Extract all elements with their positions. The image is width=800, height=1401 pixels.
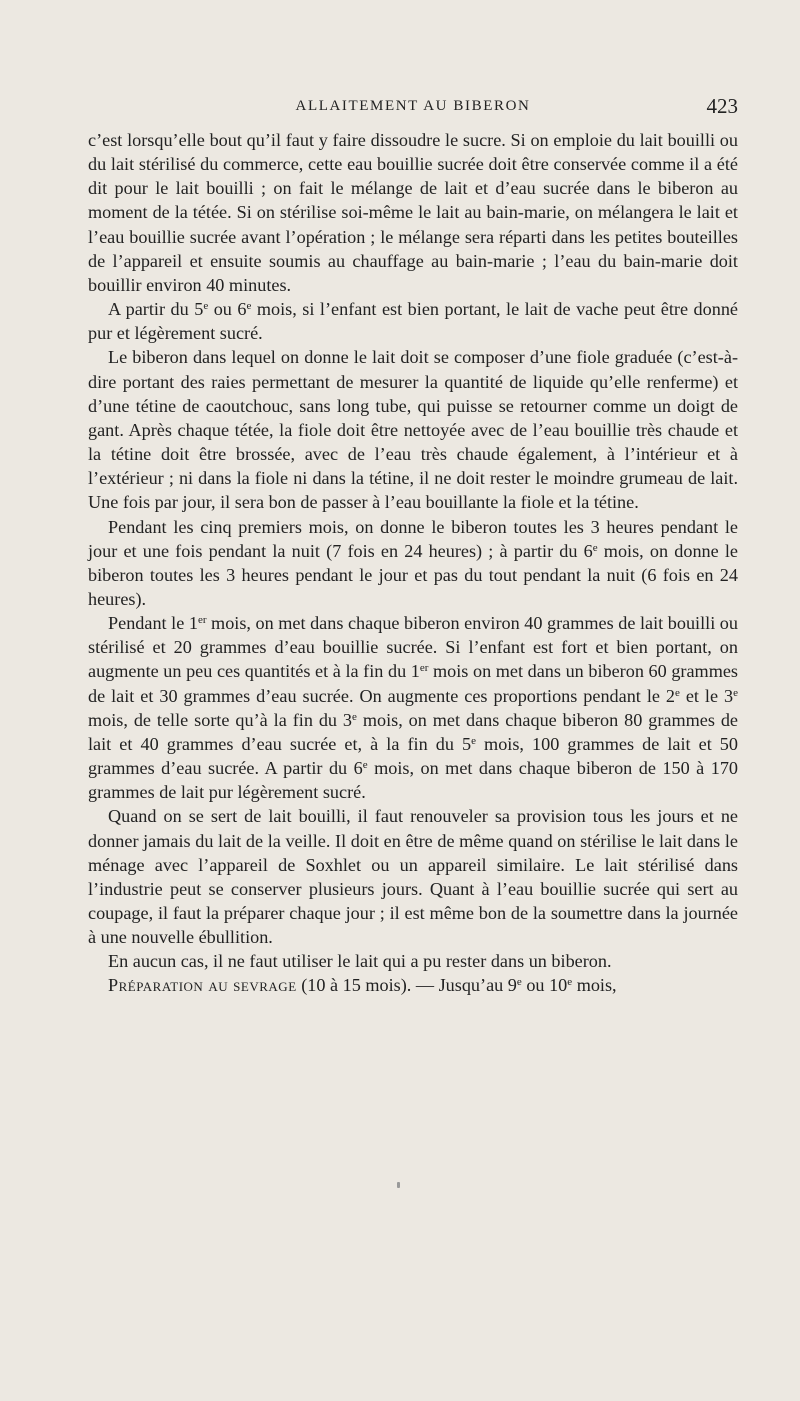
text-run: mois, on donne le biberon toutes les 3 heures pendant le jour et pas du tout pendant la nuit (6 fois en 24 heures). <box>88 540 738 609</box>
text-run: mois, de telle sorte qu’à la fin du 3 <box>88 709 353 730</box>
superscript: e <box>592 541 598 554</box>
paragraph-text: En aucun cas, il ne faut utiliser le lait qui a pu rester dans un biberon. <box>108 951 612 972</box>
text-run: Pendant le 1 <box>108 613 198 634</box>
section-heading: Préparation au sevrage <box>108 975 297 996</box>
paragraph <box>88 515 738 612</box>
superscript: e <box>203 300 209 313</box>
scan-speck <box>397 1182 400 1188</box>
text-run: Pendant les cinq premiers mois, on donne le biberon toutes les 3 heures pendant le jour et une fois pendant la nuit (7 fois en 24 heures) ; à partir du 6 <box>88 516 738 561</box>
running-title: ALLAITEMENT AU BIBERON <box>295 98 531 114</box>
text-run: mois, on met dans chaque biberon environ 40 grammes de lait bouilli ou stérilisé et 20 grammes d’eau bouillie sucrée. Si l’enfant est fort et bien portant, on augmente un peu ces quantités et à la fin du 1 <box>88 613 738 682</box>
text-run: mois, <box>572 975 617 996</box>
page-number: 423 <box>706 94 738 118</box>
superscript: e <box>675 686 680 699</box>
paragraph-text: c’est lorsqu’elle bout qu’il faut y faire dissoudre le sucre. Si on emploie du lait bouilli ou du lait stérilisé du commerce, cette eau bouillie sucrée doit être conservée comme il a été dit pour le lait bouilli ; on fait le mélange de lait et d’eau sucrée dans le biberon au moment de la tétée. Si on stérilise soi-même le lait au bain-marie, on mélangera le lait et l’eau bouillie sucrée avant l’opération ; le mélange sera réparti dans les petites bouteilles de l’appareil et ensuite soumis au chauffage au bain-marie ; l’eau du bain-marie doit bouillir environ 40 minutes. <box>88 130 738 295</box>
superscript: e <box>471 734 476 747</box>
superscript: e <box>352 710 357 723</box>
text-run: mois, on met dans chaque biberon de 150 à 170 grammes de lait pur légèrement sucré. <box>88 758 739 803</box>
superscript: e <box>246 300 252 313</box>
text-run: ou 6 <box>208 299 247 320</box>
paragraph-text: Quand on se sert de lait bouilli, il faut renouveler sa provision tous les jours et ne donner jamais du lait de la veille. Il doit en être de même quand on stérilise le lait dans le ménage avec l’appareil de Soxhlet ou un appareil similaire. Le lait stérilisé dans l’industrie peut se conserver plusieurs jours. Quant à l’eau bouillie sucrée qui sert au coupage, il faut la préparer chaque jour ; il est même bon de la soumettre dans la journée à une nouvelle ébullition. <box>88 806 738 948</box>
superscript: e <box>516 976 522 989</box>
text-run: A partir du 5 <box>108 299 204 320</box>
paragraph <box>88 611 738 804</box>
text-run: et le 3 <box>679 685 734 706</box>
paragraph <box>88 297 738 345</box>
paragraph <box>88 345 738 514</box>
text-run: (10 à 15 mois). — Jusqu’au 9 <box>296 975 517 996</box>
text-run: mois on met dans un biberon 60 grammes de lait et 30 grammes d’eau sucrée. On augmente ces proportions pendant le 2 <box>88 661 738 706</box>
paragraph <box>88 949 738 973</box>
superscript: er <box>197 614 207 627</box>
paragraph-text: Le biberon dans lequel on donne le lait doit se composer d’une fiole graduée (c’est-à-dire portant des raies permettant de mesurer la quantité de liquide qu’elle renferme) et d’une tétine de caoutchouc, sans long tube, qui puisse se retourner comme un doigt de gant. Après chaque tétée, la fiole doit être nettoyée avec de l’eau bouillie très chaude et la tétine doit être brossée, avec de l’eau très chaude également, à l’intérieur et à l’extérieur ; ni dans la fiole ni dans la tétine, il ne doit rester le moindre grumeau de lait. Une fois par jour, il sera bon de passer à l’eau bouillante la fiole et la tétine. <box>88 347 738 513</box>
superscript: e <box>362 759 368 772</box>
body-text <box>88 128 738 998</box>
paragraph <box>88 804 738 949</box>
superscript: er <box>419 662 429 675</box>
text-run: mois, si l’enfant est bien portant, le lait de vache peut être donné pur et légèrement sucré. <box>88 299 738 344</box>
text-run: ou 10 <box>521 975 568 996</box>
text-run: mois, 100 grammes de lait et 50 grammes d’eau sucrée. A partir du 6 <box>88 733 738 779</box>
text-run: mois, on met dans chaque biberon 80 grammes de lait et 40 grammes d’eau sucrée et, à la fin du 5 <box>88 709 738 754</box>
superscript: e <box>567 976 573 989</box>
running-head <box>88 96 738 120</box>
superscript: e <box>733 686 738 699</box>
paragraph <box>88 973 738 997</box>
paragraph <box>88 128 738 297</box>
